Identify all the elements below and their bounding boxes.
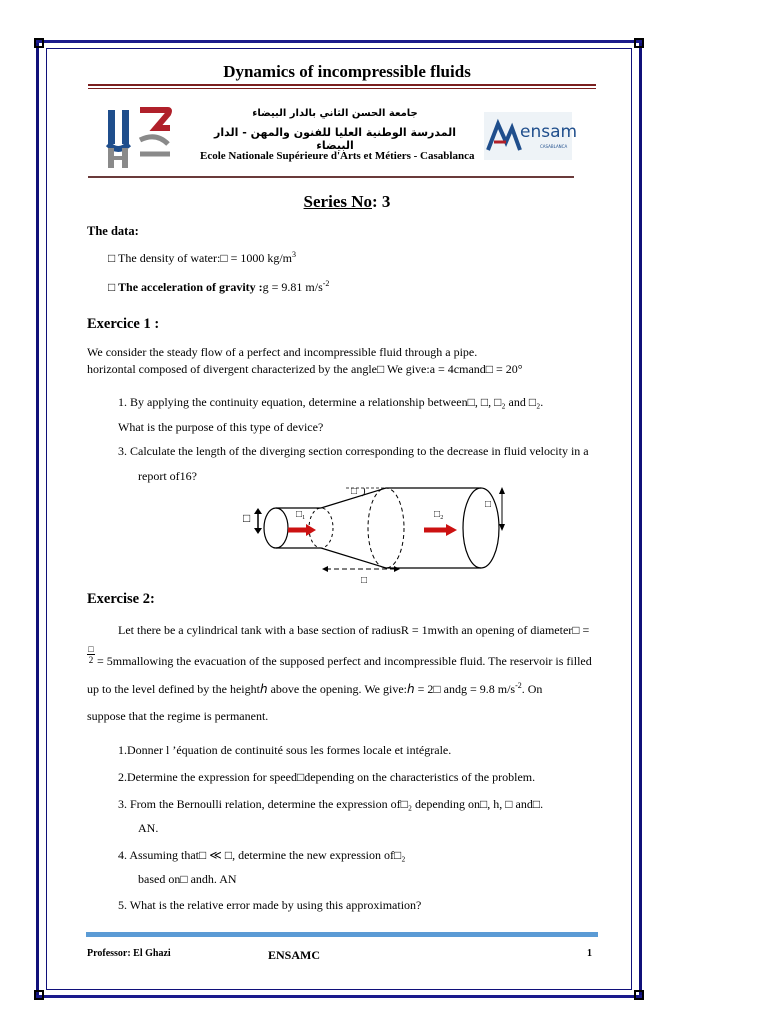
fraction-numerator: □ <box>88 644 94 654</box>
footer-page-number: 1 <box>587 948 592 959</box>
institution-name: Ecole Nationale Supérieure d'Arts et Métiers - Casablanca <box>200 150 475 162</box>
page-border-top <box>36 40 642 43</box>
exercise1-question3-line2: report of16? <box>138 469 197 483</box>
exercise1-question2: What is the purpose of this type of device? <box>118 420 324 434</box>
exercise2-paragraph-line2: = 5mmallowing the evacuation of the supposed perfect and incompressible fluid. The reservoir is filled <box>97 654 592 668</box>
footer-rule <box>86 932 598 937</box>
given-values: = 2□ andg = 9.8 m/s <box>414 682 516 696</box>
gravity-label: □ The acceleration of gravity : <box>108 280 263 294</box>
exercise1-heading: Exercice 1 : <box>87 316 160 332</box>
gravity-value: g = 9.81 m/s <box>262 280 323 294</box>
page-border-bottom <box>36 995 642 998</box>
inlet-section <box>264 508 288 548</box>
title-rule-thin <box>88 88 596 89</box>
footer-school: ENSAMC <box>268 948 321 962</box>
height-symbol: h <box>259 682 268 696</box>
exercise1-intro-line2: horizontal composed of divergent characterized by the angle□ We give:a = 4cmand□ = 20° <box>87 362 523 376</box>
exercise2-question4-line1: 4. Assuming that□ ≪ □, determine the new expression of□₂ <box>118 848 406 862</box>
given-phrase: above the opening. We give: <box>267 682 408 696</box>
banner-rule <box>88 176 574 178</box>
exercise2-question2: 2.Determine the expression for speed□depending on the characteristics of the problem. <box>118 770 536 784</box>
exercise2-paragraph-line4: suppose that the regime is permanent. <box>87 709 269 723</box>
exercise2-question1: 1.Donner l ’équation de continuité sous les formes locale et intégrale. <box>118 743 452 757</box>
institution-banner <box>88 102 578 176</box>
height-phrase: up to the level defined by the height <box>87 682 260 696</box>
ensam-logo <box>484 112 578 160</box>
uh2c-logo <box>104 104 176 172</box>
density-exponent: 3 <box>292 250 297 259</box>
title-rule <box>88 84 596 86</box>
diagram-label-a: □ <box>243 511 251 525</box>
ensam-mark-icon <box>486 118 522 154</box>
exercise2-paragraph-line1: Let there be a cylindrical tank with a base section of radiusR = 1mwith an opening of diameter□ = <box>118 623 590 637</box>
diagram-label-v2: □₂ <box>434 509 444 520</box>
exercise1-question1: 1. By applying the continuity equation, determine a relationship between□, □, □₂ and □₂. <box>118 395 544 409</box>
ensam-logo-text: ensam <box>520 122 578 142</box>
density-text: □ The density of water:□ = 1000 kg/m <box>108 251 293 265</box>
gravity-exponent-2: -2 <box>515 681 522 690</box>
footer-professor: Professor: El Ghazi <box>87 948 171 959</box>
corner-ornament-top-left <box>34 38 44 48</box>
exercise2-heading: Exercise 2: <box>87 591 155 607</box>
diffuser-diagram <box>236 480 526 590</box>
exercise2-fraction <box>87 644 95 665</box>
data-item-density <box>108 250 296 266</box>
line-end: . On <box>521 682 543 696</box>
series-label: Series No <box>303 192 373 211</box>
gravity-exponent: -2 <box>322 279 330 288</box>
diagram-label-b: □ <box>485 499 492 510</box>
outlet-section <box>463 488 499 568</box>
arabic-university-name: جامعة الحسن الثاني بالدار البيضاء <box>252 108 418 119</box>
diagram-label-length: □ <box>361 575 368 586</box>
exercise1-question3-line1: 3. Calculate the length of the diverging section corresponding to the decrease in fluid velocity in a <box>118 444 589 458</box>
data-item-gravity <box>108 279 329 295</box>
corner-ornament-bottom-right <box>634 990 644 1000</box>
series-heading <box>0 192 694 212</box>
exercise2-question5: 5. What is the relative error made by using this approximation? <box>118 898 422 912</box>
diagram-label-v1: □₁ <box>296 509 306 520</box>
exercise2-question4-line2: based on□ andh. AN <box>138 872 237 886</box>
corner-ornament-top-right <box>634 38 644 48</box>
fraction-denominator: 2 <box>88 655 94 665</box>
ensam-logo-sub: CASABLANCA <box>540 144 568 149</box>
exercise2-paragraph-line3 <box>87 681 542 697</box>
exercise2-question3-line1: 3. From the Bernoulli relation, determine the expression of□₂ depending on□, h, □ and□. <box>118 797 544 811</box>
series-number: : 3 <box>372 192 391 211</box>
exercise1-intro-line1: We consider the steady flow of a perfect and incompressible fluid through a pipe. <box>87 345 478 359</box>
exercise2-question3-line2: AN. <box>138 821 159 835</box>
height-symbol-2: h <box>407 682 415 696</box>
page-title: Dynamics of incompressible fluids <box>223 62 471 81</box>
corner-ornament-bottom-left <box>34 990 44 1000</box>
arabic-school-name: المدرسة الوطنية العليا للفنون والمهن - الدار البيضاء <box>214 126 456 152</box>
diagram-label-alpha: □ <box>351 486 358 497</box>
data-heading: The data: <box>87 224 139 238</box>
